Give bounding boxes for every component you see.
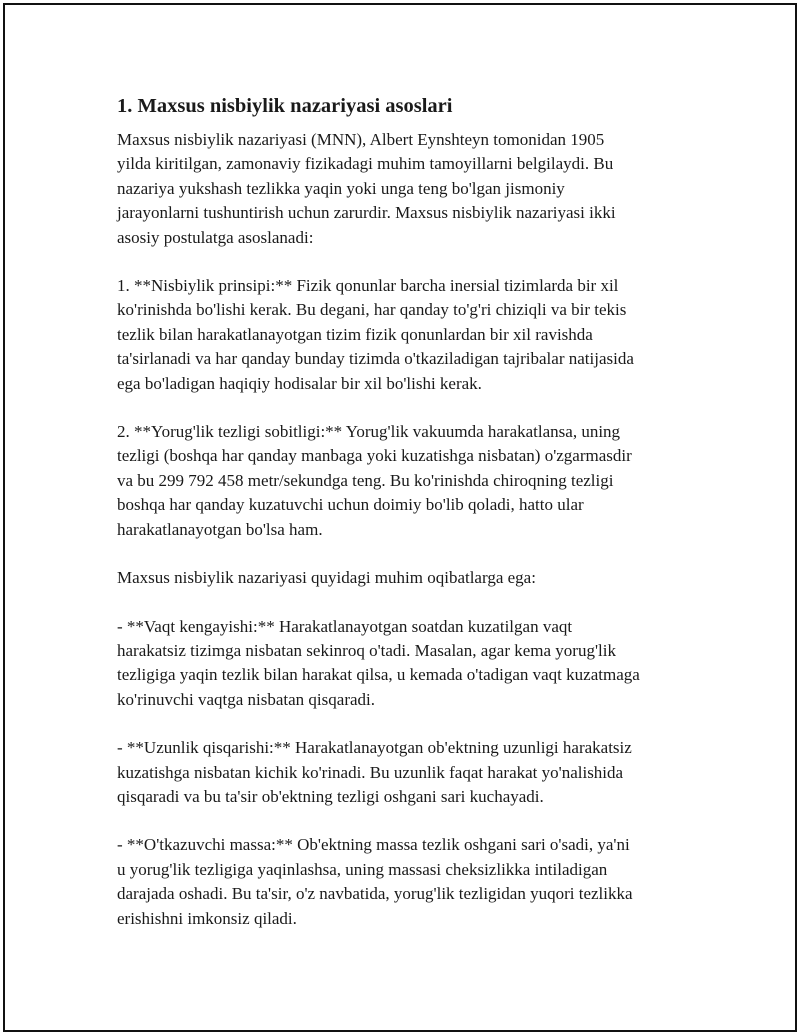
time-dilation-paragraph: - **Vaqt kengayishi:** Harakatlanayotgan soatdan kuzatilgan vaqt harakatsiz tizimga nisbatan sekinroq o'tadi. Masalan, agar kema yorug'lik tezligiga yaqin tezlik bilan harakat qilsa, u kemada o'tadigan vaqt kuzatmaga ko'rinuvchi vaqtga nisbatan qisqaradi. <box>117 616 640 709</box>
document-body <box>117 93 697 955</box>
section-heading: 1. Maxsus nisbiylik nazariyasi asoslari <box>117 95 453 117</box>
postulate-2-paragraph: 2. **Yorug'lik tezligi sobitligi:** Yorug'lik vakuumda harakatlansa, uning tezligi (boshqa har qanday manbaga yoki kuzatishga nisbatan) o'zgarmasdir va bu 299 792 458 metr/sekundga teng. Bu ko'rinishda chiroqning tezligi boshqa har qanday kuzatuvchi uchun doimiy bo'lib qoladi, hatto ular harakatlanayotgan bo'lsa ham. <box>117 422 632 539</box>
postulate-1-paragraph: 1. **Nisbiylik prinsipi:** Fizik qonunlar barcha inersial tizimlarda bir xil ko'rinishda bo'lishi kerak. Bu degani, har qanday to'g'ri chiziqli va bir tekis tezlik bilan harakatlanayotgan tizim fizik qonunlardan bir xil ravishda ta'sirlanadi va har qanday bunday tizimda o'tkaziladigan tajribalar natijasida ega bo'ladigan haqiqiy hodisalar bir xil bo'lishi kerak. <box>117 276 634 393</box>
intro-paragraph: Maxsus nisbiylik nazariyasi (MNN), Albert Eynshteyn tomonidan 1905 yilda kiritilgan, zamonaviy fizikadagi muhim tamoyillarni belgilaydi. Bu nazariya yukshash tezlikka yaqin yoki unga teng bo'lgan jismoniy jarayonlarni tushuntirish uchun zarurdir. Maxsus nisbiylik nazariyasi ikki asosiy postulatga asoslanadi: <box>117 130 616 247</box>
length-contraction-paragraph: - **Uzunlik qisqarishi:** Harakatlanayotgan ob'ektning uzunligi harakatsiz kuzatishga nisbatan kichik ko'rinadi. Bu uzunlik faqat harakat yo'nalishida qisqaradi va bu ta'sir ob'ektning tezligi oshgani sari kuchayadi. <box>117 738 632 806</box>
relativistic-mass-paragraph: - **O'tkazuvchi massa:** Ob'ektning massa tezlik oshgani sari o'sadi, ya'ni u yorug'lik tezligiga yaqinlashsa, uning massasi cheksizlikka intiladigan darajada oshadi. Bu ta'sir, o'z navbatida, yorug'lik tezligidan yuqori tezlikka erishishni imkonsiz qiladi. <box>117 835 633 928</box>
consequences-intro-paragraph: Maxsus nisbiylik nazariyasi quyidagi muhim oqibatlarga ega: <box>117 568 536 588</box>
